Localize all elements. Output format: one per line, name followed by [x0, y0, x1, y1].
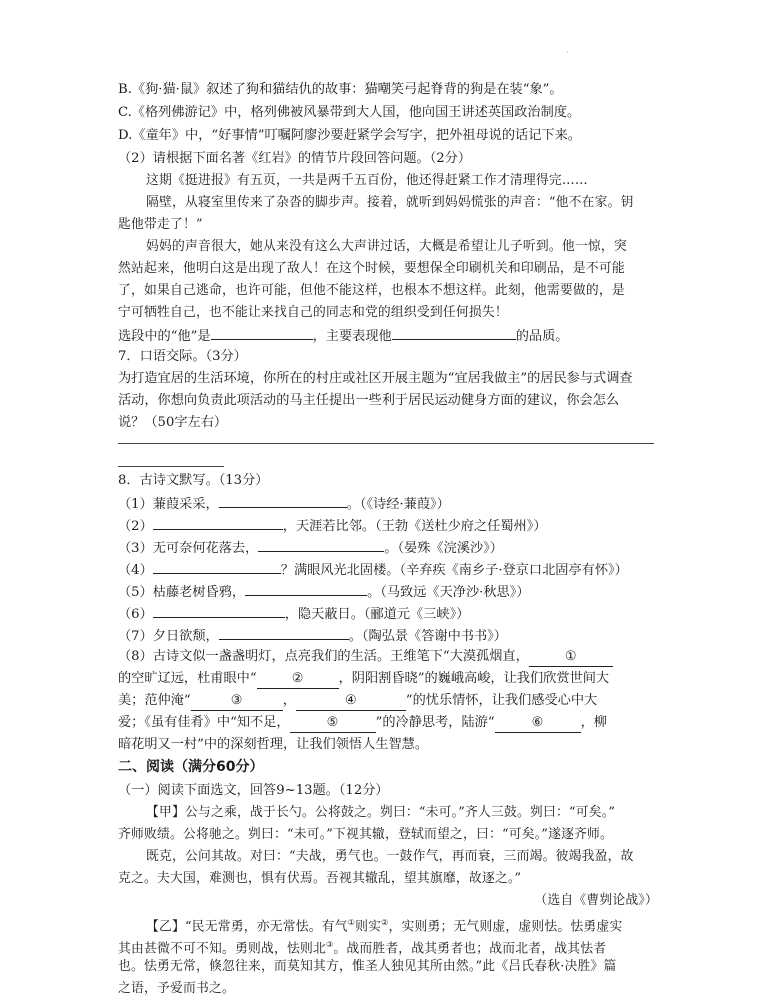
- q6-2-prompt: （2）请根据下面名著《红岩》的情节片段回答问题。（2分）: [118, 151, 472, 166]
- q8-item-5: [118, 581, 658, 602]
- q8-4-text-b: ？满眼风光北固楼。（辛弃疾《南乡子·登京口北固亭有怀》）: [280, 563, 628, 578]
- hongyan-p2b: 匙他带走了！”: [118, 217, 203, 232]
- q8-1-blank[interactable]: [219, 493, 347, 508]
- yi-line3: 也。怯勇无常，倏忽往来，而莫知其方，惟圣人独见其所由然。”此《吕氏春秋·决胜》篇: [118, 959, 617, 974]
- q8-8-blank-1[interactable]: ①: [529, 647, 613, 667]
- q8-7-text-a: （7）夕日欲颓，: [118, 629, 219, 644]
- q8-8-l4-text-e: ，柳: [580, 715, 607, 730]
- q8-8-blank-2[interactable]: ②: [257, 669, 339, 689]
- q8-8-blank-3[interactable]: ③: [191, 691, 283, 711]
- option-c: C.《格列佛游记》中，格列佛被风暴带到大人国，他向国王讲述英国政治制度。: [118, 105, 581, 120]
- ask-part-c: 的品质。: [515, 329, 569, 344]
- q8-8-blank-4[interactable]: ④: [296, 691, 406, 711]
- q8-8-line1: [118, 647, 658, 667]
- q8-8-l2-text-a: 的空旷辽远，杜甫眼中“: [118, 671, 257, 686]
- hongyan-p3c: 了，如果自己逃命，也许可能，但他不能这样，也根本不想这样。此刻，他需要做的，是: [118, 283, 625, 298]
- q8-8-line2: [118, 669, 658, 689]
- hongyan-p3d: 宁可牺牲自己，也不能让来找自己的同志和党的组织受到任何损失！: [118, 305, 508, 320]
- yi-l1-c: ，实则勇；无气则虚，虚则怯。怯勇虚实: [388, 919, 623, 935]
- option-b: B.《狗·猫·鼠》叙述了狗和猫结仇的故事：猫嘲笑弓起脊背的狗是在装“象”。: [118, 82, 563, 97]
- note-mark-2: ②: [381, 918, 389, 927]
- q8-8-l4-text-a: 爱；《虽有佳肴》中“知不足，: [118, 715, 290, 730]
- q8-6-text-b: ，隐天蔽日。（郦道元《三峡》）: [284, 607, 470, 622]
- jia-line3: 既克，公问其故。对曰：“夫战，勇气也。一鼓作气，再而衰，三而竭。彼竭我盈，故: [146, 849, 634, 864]
- note-mark-3: ③: [325, 940, 334, 949]
- q7-line2: 活动，你想向负责此项活动的马主任提出一些利于居民运动健身方面的建议，你会怎么: [118, 393, 620, 408]
- jia-line4: 克之。夫大国，难测也，惧有伏焉。吾视其辙乱，望其旗靡，故逐之。”: [118, 871, 522, 886]
- section-2-title: 二、阅读（满分60分）: [118, 759, 264, 775]
- q8-6-blank[interactable]: [153, 603, 285, 618]
- q8-2-text-a: （2）: [118, 519, 153, 534]
- q8-8-l3-text-c: ，: [282, 693, 296, 708]
- answer-blank-quality[interactable]: [392, 325, 516, 340]
- q8-item-3: [118, 537, 658, 558]
- yi-l2-a: 其由甚微不可不知。勇则战，怯则北: [118, 941, 326, 957]
- q8-item-4: [118, 559, 658, 580]
- q8-8-l1-text: （8）古诗文似一盏盏明灯，点亮我们的生活。王维笔下“大漠孤烟直，: [118, 649, 529, 664]
- q8-8-blank-5[interactable]: ⑤: [290, 713, 376, 733]
- note-mark-1: ①: [347, 918, 356, 927]
- q8-3-text-b: 。（晏殊《浣溪沙》）: [384, 541, 503, 556]
- q8-item-1: [118, 493, 658, 514]
- q8-6-text-a: （6）: [118, 607, 153, 622]
- yi-l1-a: 【乙】“民无常勇，亦无常怯。有气: [146, 919, 348, 935]
- q8-8-l4-text-c: ”的冷静思考，陆游“: [375, 715, 495, 730]
- q8-8-line4: [118, 713, 658, 733]
- q8-8-l3-text-a: 美；范仲淹“: [118, 693, 191, 708]
- yi-line2: [118, 935, 658, 958]
- q6-2-ask: [118, 325, 658, 346]
- yi-line1: [146, 913, 686, 936]
- jia-line2: 齐师败绩。公将驰之。刿曰：“未可。”下视其辙，登轼而望之，曰：“可矣。”遂逐齐师。: [118, 827, 614, 842]
- q8-4-text-a: （4）: [118, 563, 153, 578]
- yi-line4: 之语，予爱而书之。: [118, 981, 235, 996]
- ask-part-b: ，主要表现他: [312, 329, 392, 344]
- answer-line-1[interactable]: [118, 443, 654, 444]
- option-d: D.《童年》中，“好事情”叮嘱阿廖沙要赶紧学会写字，把外祖母说的话记下来。: [118, 128, 581, 143]
- answer-line-2[interactable]: [118, 466, 224, 467]
- q8-8-blank-6[interactable]: ⑥: [495, 713, 581, 733]
- q8-8-line3: [118, 691, 658, 711]
- q8-4-blank[interactable]: [153, 559, 281, 574]
- q8-3-text-a: （3）无可奈何花落去，: [118, 541, 259, 556]
- q8-5-blank[interactable]: [245, 581, 367, 596]
- q7-title: 7．口语交际。（3分）: [118, 349, 247, 364]
- q8-7-blank[interactable]: [219, 625, 349, 640]
- header-mark: ·: [566, 48, 569, 57]
- q8-5-text-b: 。（马致远《天净沙·秋思》）: [367, 585, 530, 600]
- q7-line1: 为打造宜居的生活环境，你所在的村庄或社区开展主题为“宜居我做主”的居民参与式调查: [118, 371, 633, 386]
- yi-l2-b: 。战而胜者，战其勇者也；战而北者，战其怯者: [333, 941, 607, 957]
- hongyan-p3b: 然站起来，他明白这是出现了敌人！在这个时候，要想保全印刷机关和印刷品，是不可能: [118, 261, 625, 276]
- q8-title: 8．古诗文默写。（13分）: [118, 473, 269, 488]
- q8-5-text-a: （5）枯藤老树昏鸦，: [118, 585, 246, 600]
- jia-source: （选自《曹刿论战》）: [534, 893, 658, 908]
- q8-1-text-b: 。（《诗经·蒹葭》）: [346, 497, 450, 512]
- hongyan-p1: 这期《挺进报》有五页，一共是两千五百份，他还得赶紧工作才清理得完……: [146, 173, 588, 188]
- q8-3-blank[interactable]: [258, 537, 384, 552]
- q7-line3: 说？（50字左右）: [118, 415, 228, 430]
- ask-part-a: 选段中的“他”是: [118, 329, 211, 344]
- q8-1-text-a: （1）蒹葭采采，: [118, 497, 219, 512]
- q8-7-text-b: 。（陶弘景《答谢中书书》）: [348, 629, 507, 644]
- q8-8-l3-text-e: ”的忧乐情怀，让我们感受心中大: [405, 693, 598, 708]
- q8-8-l2-text-c: ，阴阳割昏晓”的巍峨高峻，让我们欣赏世间大: [338, 671, 610, 686]
- section-2-subtitle: （一）阅读下面选文，回答9~13题。（12分）: [118, 783, 389, 798]
- q8-2-text-b: ，天涯若比邻。（王勃《送杜少府之任蜀州》）: [282, 519, 547, 534]
- yi-l1-b: 则实: [355, 919, 382, 935]
- q8-2-blank[interactable]: [153, 515, 283, 530]
- hongyan-p3a: 妈妈的声音很大，她从来没有这么大声讲过话，大概是希望让儿子听到。他一惊，突: [146, 239, 627, 254]
- q8-item-7: [118, 625, 658, 646]
- q8-item-6: [118, 603, 658, 624]
- hongyan-p2a: 隔壁，从寝室里传来了杂沓的脚步声。接着，就听到妈妈慌张的声音：“他不在家。钥: [146, 195, 634, 210]
- q8-item-2: [118, 515, 658, 536]
- answer-blank-who[interactable]: [211, 325, 313, 340]
- q8-8-line5: 暗花明又一村”中的深刻哲理，让我们领悟人生智慧。: [118, 737, 429, 752]
- jia-line1: 【甲】公与之乘，战于长勺。公将鼓之。刿曰：“未可。”齐人三鼓。刿曰：“可矣。”: [146, 805, 616, 820]
